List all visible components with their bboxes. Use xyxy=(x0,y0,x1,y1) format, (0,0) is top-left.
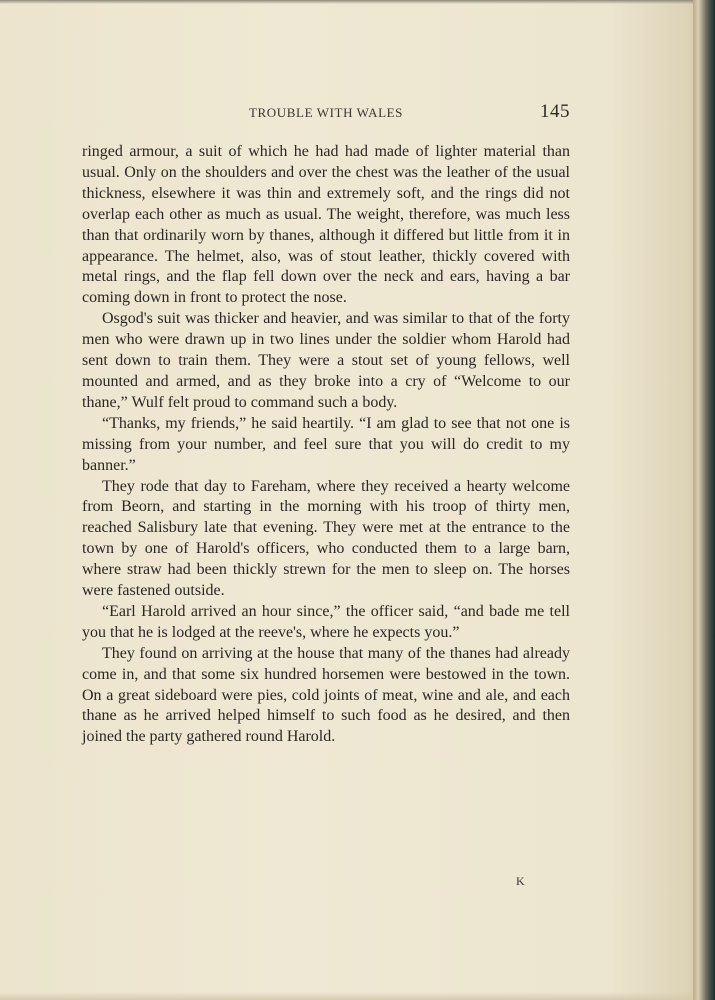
paragraph-6: They found on arriving at the house that many of the thanes had already come in, and that some six hundred horsemen were bestowed in the town. On a great sideboard were pies, cold joints of meat, wine and ale, and each thane as he arrived helped himself to such food as he desired, and then joined the party gathered round Harold. xyxy=(82,644,570,746)
paragraph-5: “Earl Harold arrived an hour since,” the officer said, “and bade me tell you that he is lodged at the reeve's, where he expects you.” xyxy=(82,602,570,641)
signature-mark: K xyxy=(516,874,525,888)
paragraph-2: Osgod's suit was thicker and heavier, and was similar to that of the forty men who were drawn up in two lines under the soldier whom Harold had sent down to train them. They were a stout set of young fellows, well mounted and armed, and as they broke into a cry of “Welcome to our thane,” Wulf felt proud to command such a body. xyxy=(82,310,570,411)
paragraph-4: They rode that day to Fareham, where they received a hearty welcome from Beorn, and starting in the morning with his troop of thirty men, reached Salisbury late that evening. They were met at the entrance to the town by one of Harold's officers, who conducted them to a large barn, where straw had been thickly strewn for the men to sleep on. The horses were fastened outside. xyxy=(82,477,570,600)
page-header xyxy=(82,101,570,127)
body-text xyxy=(82,142,570,748)
paragraph-1: ringed armour, a suit of which he had had made of lighter material than usual. Only on the shoulders and over the chest was the leather of the usual thickness, elsewhere it was thin and extremely soft, and the rings did not overlap each other as much as usual. The weight, therefore, was much less than that ordinarily worn by thanes, although it differed but little from it in appearance. The helmet, also, was of stout leather, thickly covered with metal rings, and the flap fell down over the neck and ears, having a bar coming down in front to protect the nose. xyxy=(82,143,570,307)
page-bottom-edge xyxy=(0,992,715,1000)
running-head: TROUBLE WITH WALES xyxy=(248,105,404,120)
page-number: 145 xyxy=(540,101,570,122)
paragraph-3: “Thanks, my friends,” he said heartily. “I am glad to see that not one is missing from your number, and feel sure that you will do credit to my banner.” xyxy=(82,414,570,474)
page-right-edge xyxy=(693,0,715,1000)
page-top-edge xyxy=(0,0,700,4)
